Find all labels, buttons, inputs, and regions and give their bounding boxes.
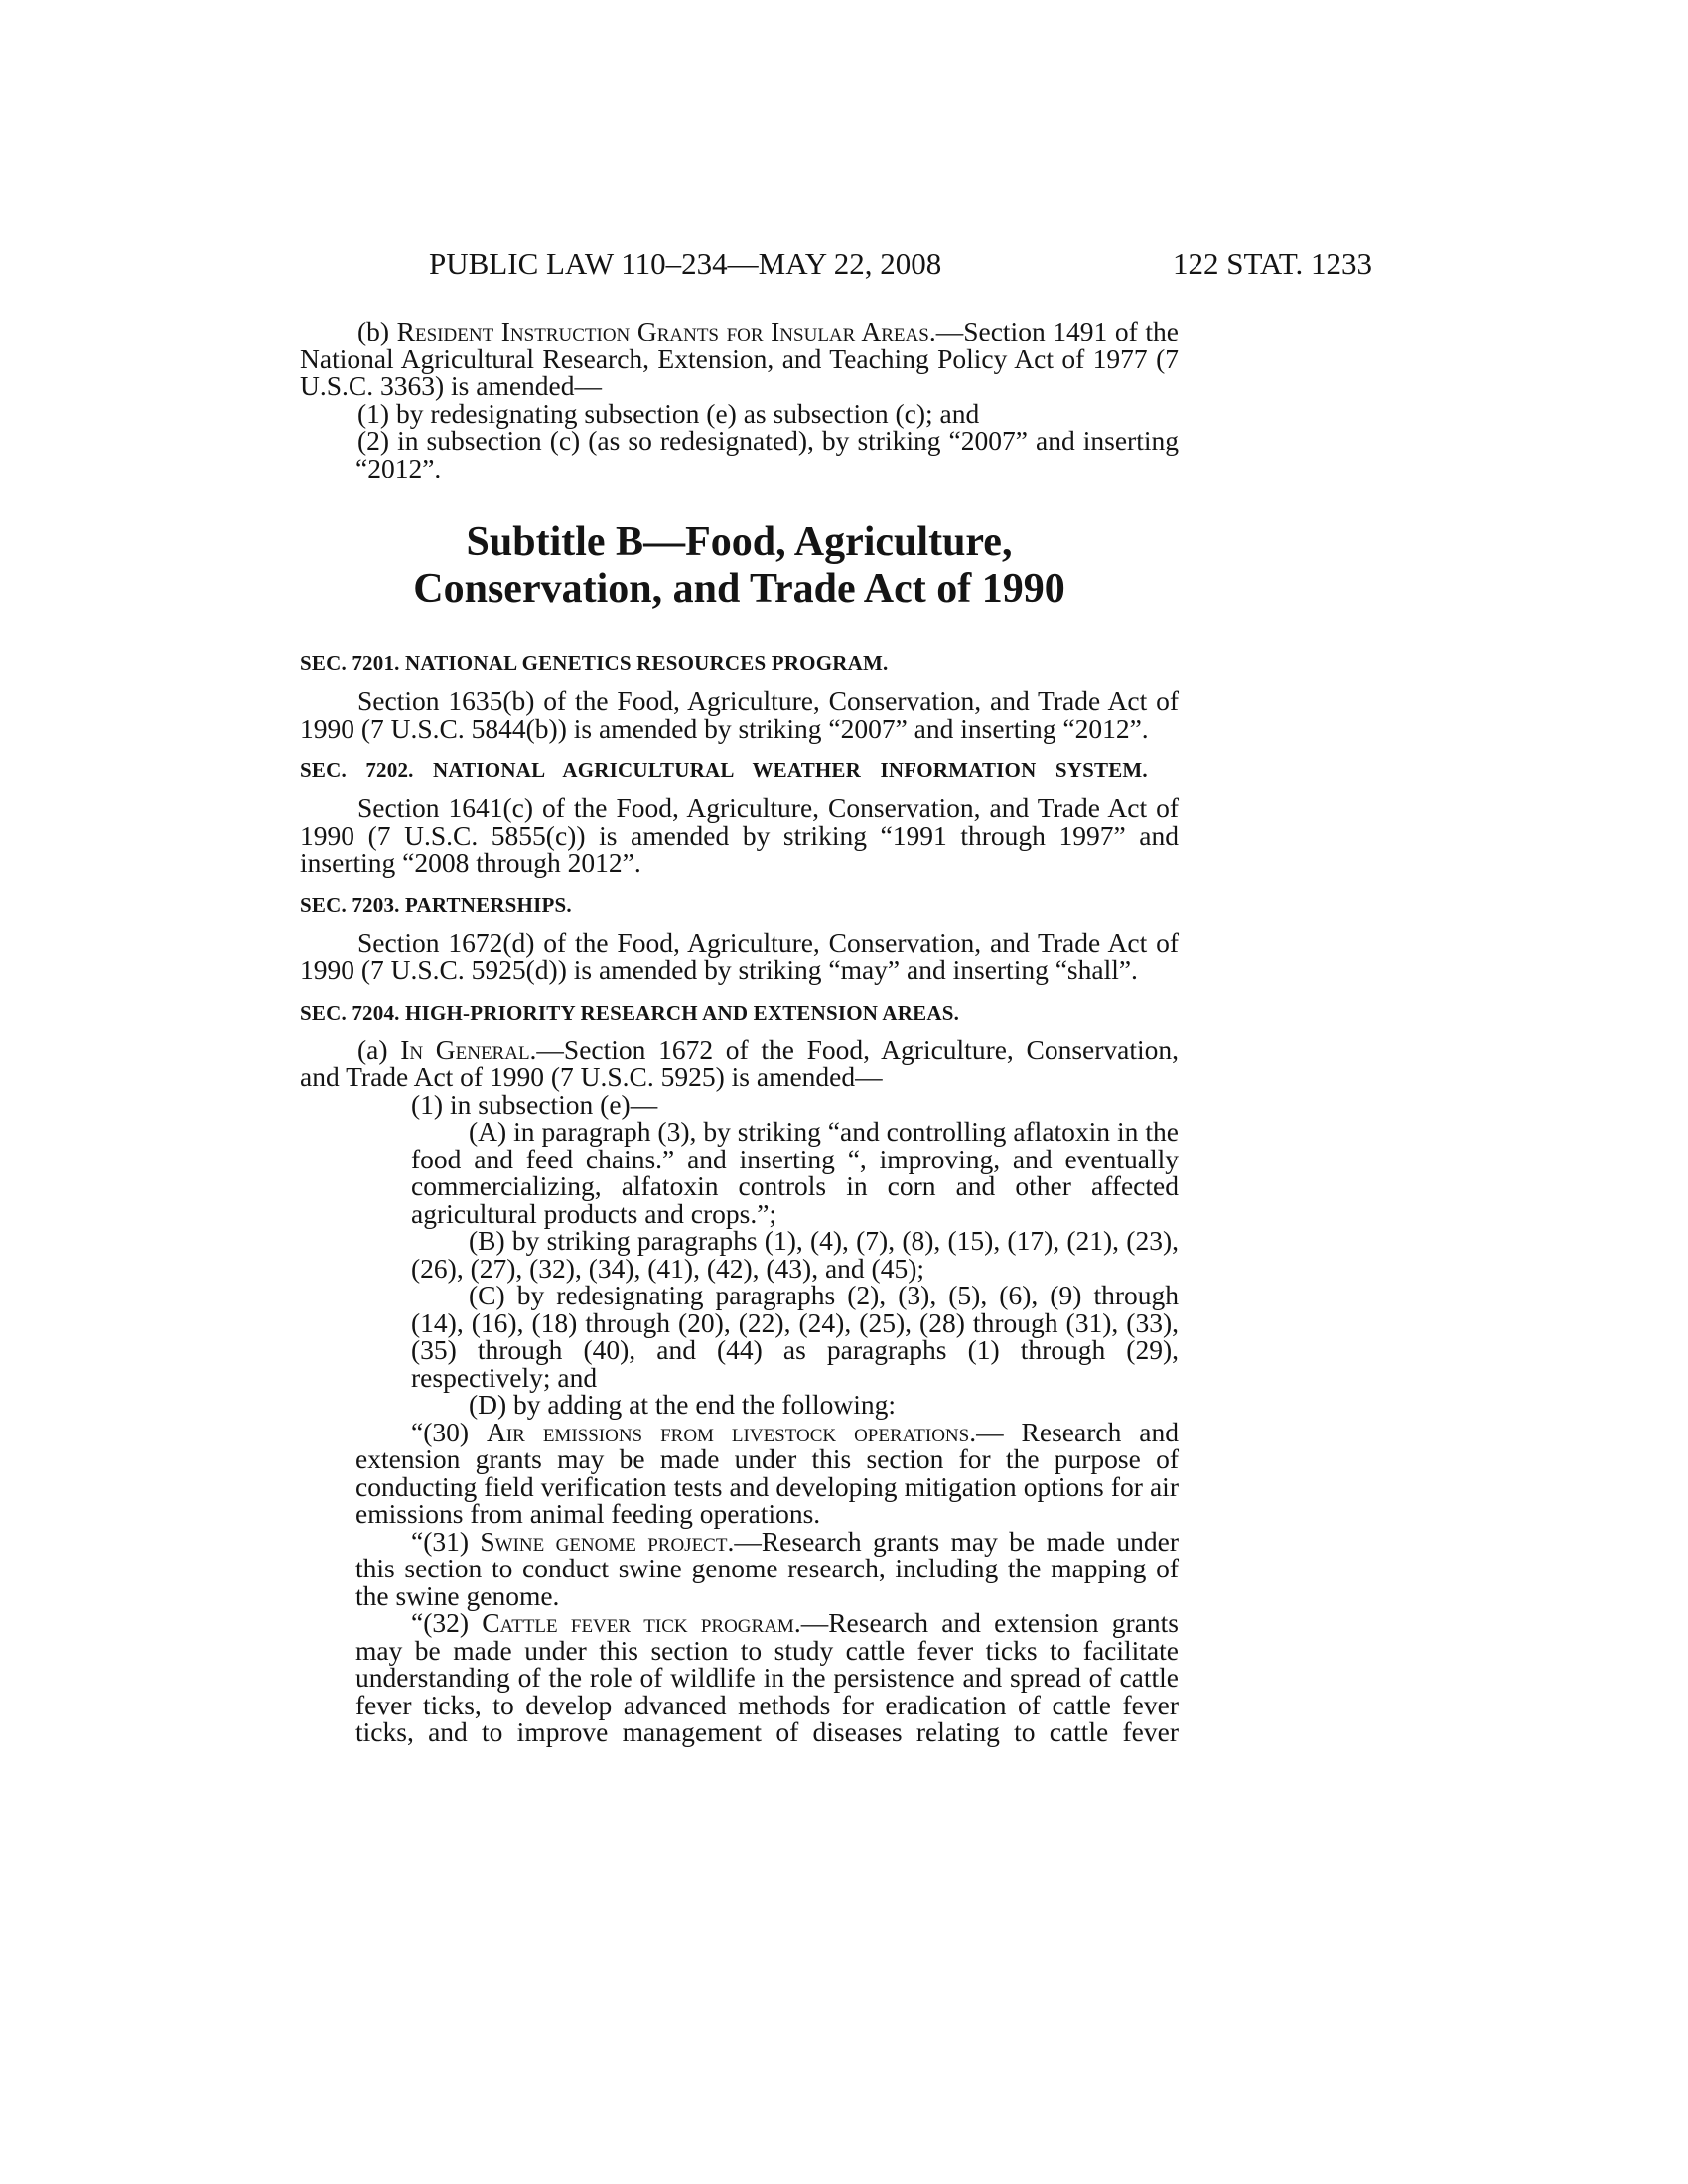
paragraph-30-text: .— Research and extension grants may be made under this section for the purpose of conducting field verification tests and developing mitigation options for air emissions from animal feeding operations. [355,1416,1180,1529]
paragraph-b-heading: Resident Instruction Grants for Insular Areas [396,316,929,346]
paragraph-32-heading: Cattle fever tick program [482,1607,794,1638]
paragraph-b-text: .—Section 1491 of the National Agricultural Research, Extension, and Teaching Policy Act of 1977 (7 U.S.C. 3363) is amended— [300,316,1179,401]
paragraph-a-text: .—Section 1672 of the Food, Agriculture, Conservation, and Trade Act of 1990 (7 U.S.C. 5925) is amended— [300,1033,1179,1092]
paragraph-b [300,318,1179,400]
section-7203-text: Section 1672(d) of the Food, Agriculture, Conservation, and Trade Act of 1990 (7 U.S.C. 5925(d)) is amended by striking “may” and inserting “shall”. [300,926,1179,985]
section-7202-text: Section 1641(c) of the Food, Agriculture, Conservation, and Trade Act of 1990 (7 U.S.C. 5855(c)) is amended by striking “1991 through 1997” and inserting “2008 through 2012”. [300,792,1179,878]
paragraph-31-text: .—Research grants may be made under this section to conduct swine genome research, including the mapping of the swine genome. [355,1525,1179,1611]
page-header [429,244,1372,284]
section-7202-heading: SEC. 7202. NATIONAL AGRICULTURAL WEATHER INFORMATION SYSTEM. [300,758,1148,782]
paragraph-31 [300,1525,1179,1611]
item-A: (A) in paragraph (3), by striking “and controlling aflatoxin in the food and feed chains.” and inserting “, improving, and eventually commercializing, alfatoxin controls in corn and other affected agricultural products and crops.”; [411,1116,1179,1229]
item-B: (B) by striking paragraphs (1), (4), (7), (8), (15), (17), (21), (23), (26), (27), (32), (34), (41), (42), (43), and (45); [411,1225,1179,1284]
paragraph-31-heading: Swine genome project [480,1525,728,1557]
section-7201-text: Section 1635(b) of the Food, Agriculture, Conservation, and Trade Act of 1990 (7 U.S.C. 5844(b)) is amended by striking “2007” and inserting “2012”. [300,685,1179,744]
section-7201-heading: SEC. 7201. NATIONAL GENETICS RESOURCES PROGRAM. [300,651,889,675]
paragraph-31-number: “(31) [411,1525,481,1557]
running-head: PUBLIC LAW 110–234—MAY 22, 2008 [429,246,942,281]
item-1: (1) in subsection (e)— [411,1088,658,1120]
paragraph-30 [300,1416,1180,1529]
paragraph-b-item-2: (2) in subsection (c) (as so redesignated), by striking “2007” and inserting “2012”. [355,425,1179,483]
paragraph-32 [300,1609,1179,1746]
section-7204-paragraph-a [300,1033,1179,1092]
item-D: (D) by adding at the end the following: [469,1389,896,1420]
section-7203-heading: SEC. 7203. PARTNERSHIPS. [300,892,572,917]
paragraph-32-number: “(32) [411,1607,483,1638]
paragraph-30-number: “(30) [411,1416,487,1447]
paragraph-30-heading: Air emissions from livestock operations [487,1416,970,1447]
paragraph-b-item-1: (1) by redesignating subsection (e) as subsection (c); and [357,397,980,429]
subtitle-line-2: Conservation, and Trade Act of 1990 [413,566,1065,612]
paragraph-a-heading: In General [400,1033,530,1065]
paragraph-a-label: (a) [357,1033,401,1065]
subtitle-line-1: Subtitle B—Food, Agriculture, [466,519,1013,565]
stat-page-reference: 122 STAT. 1233 [1172,246,1372,281]
paragraph-b-label: (b) [357,316,397,346]
subtitle-heading [300,519,1179,613]
section-7204-heading: SEC. 7204. HIGH-PRIORITY RESEARCH AND EXTENSION AREAS. [300,1000,960,1024]
paragraph-32-text: .—Research and extension grants may be made under this section to study cattle fever ticks to facilitate understanding of the role of wildlife in the persistence and spread of cattle fever ticks, to develop advanced methods for eradication of cattle fever ticks, and to improve management of diseases relating to cattle fever [355,1607,1179,1747]
document-body [300,318,1179,1746]
item-C: (C) by redesignating paragraphs (2), (3), (5), (6), (9) through (14), (16), (18) through (20), (22), (24), (25), (28) through (31), (33), (35) through (40), and (44) as paragraphs (1) through (29), respectively; and [411,1280,1179,1393]
